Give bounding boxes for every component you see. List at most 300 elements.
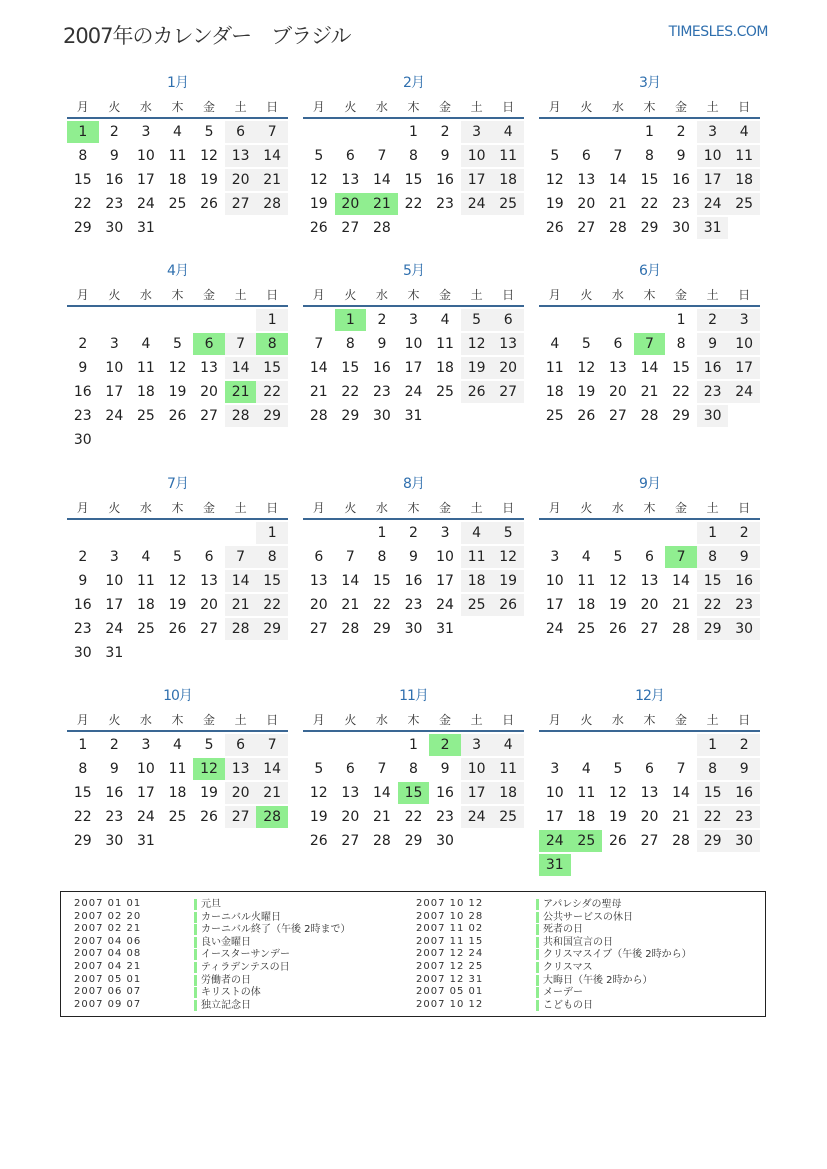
day-cell: 28 [341, 621, 360, 637]
day-cell: 12 [168, 360, 187, 376]
weekday-label: 木 [407, 288, 420, 302]
holiday-date: 2007 12 31 [416, 973, 484, 985]
day-cell: 14 [256, 758, 288, 780]
day-cell: 19 [200, 172, 218, 188]
day-cell: 12 [168, 573, 187, 589]
day-cell: 8 [377, 549, 387, 565]
day-cell: 31 [136, 833, 155, 849]
day-cell: 26 [200, 809, 218, 825]
day-cell: 11 [492, 758, 524, 780]
day-cell: 27 [309, 621, 328, 637]
day-cell: 1 [377, 525, 387, 541]
weekday-label: 土 [470, 288, 483, 302]
month-name: 3月 [639, 75, 660, 91]
day-cell: 12 [309, 172, 328, 188]
day-cell: 8 [78, 761, 88, 777]
month-block [303, 687, 524, 849]
day-cell: 8 [697, 546, 729, 568]
day-cell: 15 [73, 785, 92, 801]
day-cell: 28 [372, 220, 391, 236]
month-name: 1月 [167, 75, 188, 91]
day-cell: 22 [404, 196, 423, 212]
day-cell: 14 [256, 145, 288, 167]
day-cell: 23 [404, 597, 423, 613]
day-cell: 1 [697, 734, 729, 756]
day-cell: 10 [697, 145, 729, 167]
month-block [67, 475, 288, 661]
day-cell: 8 [256, 546, 288, 568]
day-cell: 30 [73, 432, 92, 448]
day-cell: 25 [577, 621, 596, 637]
month-name: 4月 [167, 263, 188, 279]
day-cell: 16 [73, 597, 92, 613]
day-cell: 30 [672, 220, 690, 236]
day-cell: 31 [436, 621, 454, 637]
day-cell: 17 [136, 172, 155, 188]
weekday-label: 水 [375, 713, 388, 727]
weekday-label: 火 [108, 713, 121, 727]
day-cell: 31 [697, 217, 729, 239]
weekday-header [539, 498, 760, 520]
day-cell: 26 [168, 408, 187, 424]
day-cell: 22 [256, 381, 288, 403]
weekday-header [539, 285, 760, 307]
day-cell: 10 [545, 573, 564, 589]
month-block [539, 74, 760, 236]
day-cell: 22 [341, 384, 360, 400]
day-cell: 16 [105, 172, 124, 188]
holiday-cell: 24 [539, 830, 571, 852]
day-cell: 14 [309, 360, 328, 376]
day-cell: 8 [409, 148, 418, 164]
day-cell: 18 [728, 169, 760, 191]
weekday-label: 月 [312, 288, 325, 302]
day-cell: 3 [109, 549, 119, 565]
day-cell: 17 [545, 597, 564, 613]
day-cell: 25 [492, 193, 524, 215]
day-cell: 18 [577, 597, 596, 613]
day-cell: 2 [728, 734, 760, 756]
day-cell: 26 [577, 408, 596, 424]
day-cell: 14 [372, 172, 391, 188]
day-cell: 16 [73, 384, 92, 400]
day-cell: 6 [345, 148, 355, 164]
weekday-label: 火 [580, 501, 593, 515]
day-cell: 9 [728, 758, 760, 780]
weekday-label: 木 [171, 713, 184, 727]
day-cell: 26 [200, 196, 218, 212]
day-cell: 9 [78, 573, 88, 589]
day-cell: 6 [645, 549, 654, 565]
month-block [67, 74, 288, 236]
day-cell: 15 [73, 172, 92, 188]
month-name: 9月 [639, 476, 660, 492]
weekday-label: 水 [139, 100, 152, 114]
weekday-label: 水 [375, 288, 388, 302]
day-cell: 26 [309, 833, 328, 849]
day-cell: 24 [436, 597, 454, 613]
day-cell: 5 [461, 309, 493, 331]
weekday-label: 金 [439, 501, 452, 515]
day-cell: 28 [608, 220, 627, 236]
day-cell: 15 [341, 360, 360, 376]
day-cell: 15 [672, 360, 690, 376]
weekday-header [303, 710, 524, 732]
weekday-label: 木 [407, 100, 420, 114]
day-cell: 6 [204, 549, 214, 565]
weekday-label: 水 [611, 501, 624, 515]
day-cell: 11 [168, 761, 187, 777]
day-cell: 15 [697, 570, 729, 592]
month-name: 11月 [399, 688, 428, 704]
day-cell: 4 [728, 121, 760, 143]
day-cell: 20 [640, 809, 659, 825]
weekday-label: 月 [548, 100, 561, 114]
month-name: 7月 [167, 476, 188, 492]
day-cell: 19 [309, 196, 328, 212]
day-cell: 8 [409, 761, 418, 777]
day-cell: 17 [105, 384, 124, 400]
holiday-cell: 8 [256, 333, 288, 355]
day-cell: 27 [200, 621, 218, 637]
day-cell: 15 [256, 357, 288, 379]
weekday-label: 金 [675, 501, 688, 515]
day-cell: 18 [492, 169, 524, 191]
day-cell: 10 [545, 785, 564, 801]
day-cell: 30 [73, 645, 92, 661]
day-cell: 14 [672, 785, 690, 801]
day-cell: 20 [492, 357, 524, 379]
day-cell: 7 [613, 148, 623, 164]
day-cell: 20 [608, 384, 627, 400]
day-cell: 14 [372, 785, 391, 801]
weekday-label: 月 [76, 713, 89, 727]
day-cell: 6 [613, 336, 623, 352]
weekday-label: 金 [439, 288, 452, 302]
day-cell: 10 [136, 148, 155, 164]
holiday-date: 2007 11 02 [416, 923, 484, 935]
day-cell: 4 [461, 522, 493, 544]
day-cell: 13 [608, 360, 627, 376]
day-cell: 11 [545, 360, 564, 376]
day-cell: 12 [309, 785, 328, 801]
weekday-label: 木 [407, 713, 420, 727]
day-cell: 9 [78, 360, 88, 376]
day-cell: 16 [672, 172, 690, 188]
weekday-label: 日 [738, 100, 751, 114]
day-cell: 8 [676, 336, 686, 352]
day-cell: 8 [645, 148, 654, 164]
weekday-label: 土 [470, 100, 483, 114]
day-cell: 11 [461, 546, 493, 568]
day-cell: 22 [697, 594, 729, 616]
day-cell: 5 [314, 761, 324, 777]
day-cell: 8 [78, 148, 88, 164]
day-cell: 6 [314, 549, 324, 565]
holiday-cell: 1 [67, 121, 99, 143]
day-cell: 23 [728, 806, 760, 828]
day-cell: 29 [73, 833, 92, 849]
day-cell: 7 [256, 121, 288, 143]
day-cell: 11 [168, 148, 187, 164]
day-cell: 13 [309, 573, 328, 589]
day-cell: 25 [168, 196, 187, 212]
day-cell: 27 [640, 621, 659, 637]
day-cell: 12 [608, 785, 627, 801]
holiday-date: 2007 02 21 [74, 923, 142, 935]
day-cell: 18 [136, 384, 155, 400]
day-cell: 19 [608, 597, 627, 613]
day-cell: 29 [697, 830, 729, 852]
day-cell: 13 [225, 145, 257, 167]
day-cell: 24 [404, 384, 423, 400]
day-cell: 22 [73, 196, 92, 212]
weekday-label: 木 [171, 100, 184, 114]
weekday-label: 日 [266, 713, 279, 727]
day-cell: 16 [728, 782, 760, 804]
day-cell: 19 [200, 785, 218, 801]
month-block [303, 74, 524, 236]
day-cell: 25 [728, 193, 760, 215]
day-cell: 18 [577, 809, 596, 825]
day-cell: 7 [345, 549, 355, 565]
day-cell: 5 [550, 148, 560, 164]
day-cell: 20 [200, 597, 218, 613]
day-cell: 27 [492, 381, 524, 403]
holiday-date: 2007 10 12 [416, 998, 484, 1010]
month-block [539, 262, 760, 424]
day-cell: 23 [728, 594, 760, 616]
weekday-label: 木 [171, 288, 184, 302]
day-cell: 17 [436, 573, 454, 589]
page-title: 2007年のカレンダー ブラジル [63, 24, 351, 48]
weekday-label: 金 [203, 100, 216, 114]
day-cell: 1 [256, 522, 288, 544]
weekday-label: 土 [706, 288, 719, 302]
weekday-label: 水 [611, 288, 624, 302]
day-cell: 15 [372, 573, 391, 589]
day-cell: 4 [141, 549, 151, 565]
holiday-cell: 25 [571, 830, 603, 852]
weekday-label: 火 [344, 713, 357, 727]
day-cell: 21 [672, 809, 690, 825]
weekday-label: 火 [580, 713, 593, 727]
day-cell: 29 [672, 408, 690, 424]
holiday-name: 労働者の日 [194, 975, 251, 986]
day-cell: 16 [436, 785, 454, 801]
day-cell: 22 [372, 597, 391, 613]
day-cell: 18 [168, 785, 187, 801]
day-cell: 2 [109, 124, 119, 140]
day-cell: 10 [136, 761, 155, 777]
weekday-label: 水 [139, 288, 152, 302]
weekday-label: 金 [675, 713, 688, 727]
holiday-name: クリスマスイブ（午後 2時から） [536, 949, 692, 960]
holiday-name: イースターサンデー [194, 949, 290, 960]
day-cell: 3 [409, 312, 418, 328]
day-cell: 29 [372, 621, 391, 637]
day-cell: 17 [404, 360, 423, 376]
day-cell: 13 [577, 172, 596, 188]
day-cell: 24 [136, 809, 155, 825]
weekday-label: 月 [312, 501, 325, 515]
day-cell: 21 [341, 597, 360, 613]
holiday-name: クリスマス [536, 962, 593, 973]
day-cell: 1 [256, 309, 288, 331]
weekday-label: 水 [139, 501, 152, 515]
weekday-label: 火 [580, 288, 593, 302]
day-cell: 2 [728, 522, 760, 544]
weekday-label: 月 [548, 288, 561, 302]
holiday-date: 2007 01 01 [74, 898, 142, 909]
day-cell: 30 [728, 830, 760, 852]
holiday-date: 2007 02 20 [74, 910, 142, 922]
day-cell: 11 [492, 145, 524, 167]
weekday-label: 金 [439, 100, 452, 114]
day-cell: 28 [372, 833, 391, 849]
weekday-label: 土 [470, 713, 483, 727]
weekday-header [539, 97, 760, 119]
day-cell: 6 [225, 734, 257, 756]
day-cell: 31 [404, 408, 423, 424]
day-cell: 25 [168, 809, 187, 825]
day-cell: 18 [136, 597, 155, 613]
day-cell: 10 [461, 758, 493, 780]
holiday-cell: 7 [634, 333, 666, 355]
day-cell: 21 [225, 594, 257, 616]
holiday-date: 2007 12 25 [416, 960, 484, 972]
day-cell: 25 [545, 408, 564, 424]
day-cell: 10 [461, 145, 493, 167]
day-cell: 23 [73, 621, 92, 637]
weekday-label: 土 [234, 100, 247, 114]
day-cell: 11 [436, 336, 454, 352]
day-cell: 27 [640, 833, 659, 849]
day-cell: 12 [577, 360, 596, 376]
day-cell: 21 [672, 597, 690, 613]
day-cell: 13 [341, 785, 360, 801]
day-cell: 16 [404, 573, 423, 589]
month-block [67, 262, 288, 448]
day-cell: 3 [440, 525, 450, 541]
day-cell: 31 [136, 220, 155, 236]
day-cell: 14 [608, 172, 627, 188]
weekday-label: 木 [643, 501, 656, 515]
day-cell: 3 [461, 734, 493, 756]
weekday-label: 火 [344, 501, 357, 515]
month-name: 6月 [639, 263, 660, 279]
day-cell: 9 [728, 546, 760, 568]
day-cell: 13 [200, 360, 218, 376]
weekday-label: 土 [234, 713, 247, 727]
weekday-label: 土 [470, 501, 483, 515]
day-cell: 27 [225, 806, 257, 828]
day-cell: 29 [404, 833, 423, 849]
weekday-label: 金 [203, 713, 216, 727]
day-cell: 29 [256, 618, 288, 640]
holiday-cell: 7 [665, 546, 697, 568]
day-cell: 30 [728, 618, 760, 640]
day-cell: 14 [640, 360, 659, 376]
day-cell: 26 [545, 220, 564, 236]
holiday-cell: 21 [225, 381, 257, 403]
month-name: 12月 [635, 688, 664, 704]
day-cell: 13 [492, 333, 524, 355]
day-cell: 27 [200, 408, 218, 424]
day-cell: 30 [697, 405, 729, 427]
day-cell: 4 [141, 336, 151, 352]
holiday-name: カーニバル火曜日 [194, 912, 281, 923]
day-cell: 2 [377, 312, 387, 328]
day-cell: 11 [577, 573, 596, 589]
day-cell: 14 [341, 573, 360, 589]
day-cell: 10 [728, 333, 760, 355]
day-cell: 6 [581, 148, 591, 164]
weekday-label: 火 [108, 288, 121, 302]
day-cell: 11 [136, 360, 155, 376]
day-cell: 19 [492, 570, 524, 592]
day-cell: 7 [314, 336, 324, 352]
day-cell: 11 [728, 145, 760, 167]
weekday-label: 火 [108, 100, 121, 114]
day-cell: 1 [645, 124, 654, 140]
holiday-name: メーデー [536, 987, 583, 998]
day-cell: 1 [78, 737, 88, 753]
day-cell: 9 [676, 148, 686, 164]
day-cell: 12 [608, 573, 627, 589]
day-cell: 14 [225, 357, 257, 379]
weekday-label: 月 [76, 100, 89, 114]
day-cell: 3 [728, 309, 760, 331]
day-cell: 8 [697, 758, 729, 780]
holiday-name: 独立記念日 [194, 1000, 251, 1011]
day-cell: 5 [613, 549, 623, 565]
site-logo[interactable]: TIMESLES.COM [668, 24, 768, 40]
day-cell: 27 [341, 220, 360, 236]
day-cell: 21 [372, 809, 391, 825]
day-cell: 25 [436, 384, 454, 400]
weekday-label: 日 [266, 288, 279, 302]
month-block [539, 475, 760, 637]
day-cell: 22 [73, 809, 92, 825]
day-cell: 3 [141, 737, 151, 753]
day-cell: 18 [168, 172, 187, 188]
day-cell: 21 [256, 782, 288, 804]
holiday-date: 2007 11 15 [416, 935, 484, 947]
day-cell: 2 [109, 737, 119, 753]
day-cell: 24 [545, 621, 564, 637]
day-cell: 26 [309, 220, 328, 236]
holiday-cell: 12 [193, 758, 225, 780]
weekday-label: 日 [738, 501, 751, 515]
weekday-label: 火 [580, 100, 593, 114]
day-cell: 17 [136, 785, 155, 801]
day-cell: 2 [78, 549, 88, 565]
holiday-name: アパレシダの聖母 [536, 899, 622, 910]
day-cell: 14 [672, 573, 690, 589]
day-cell: 15 [256, 570, 288, 592]
day-cell: 6 [492, 309, 524, 331]
day-cell: 2 [697, 309, 729, 331]
day-cell: 16 [728, 570, 760, 592]
day-cell: 17 [105, 597, 124, 613]
day-cell: 20 [341, 809, 360, 825]
day-cell: 3 [697, 121, 729, 143]
day-cell: 30 [436, 833, 454, 849]
day-cell: 23 [372, 384, 391, 400]
day-cell: 28 [672, 833, 690, 849]
day-cell: 30 [105, 220, 124, 236]
